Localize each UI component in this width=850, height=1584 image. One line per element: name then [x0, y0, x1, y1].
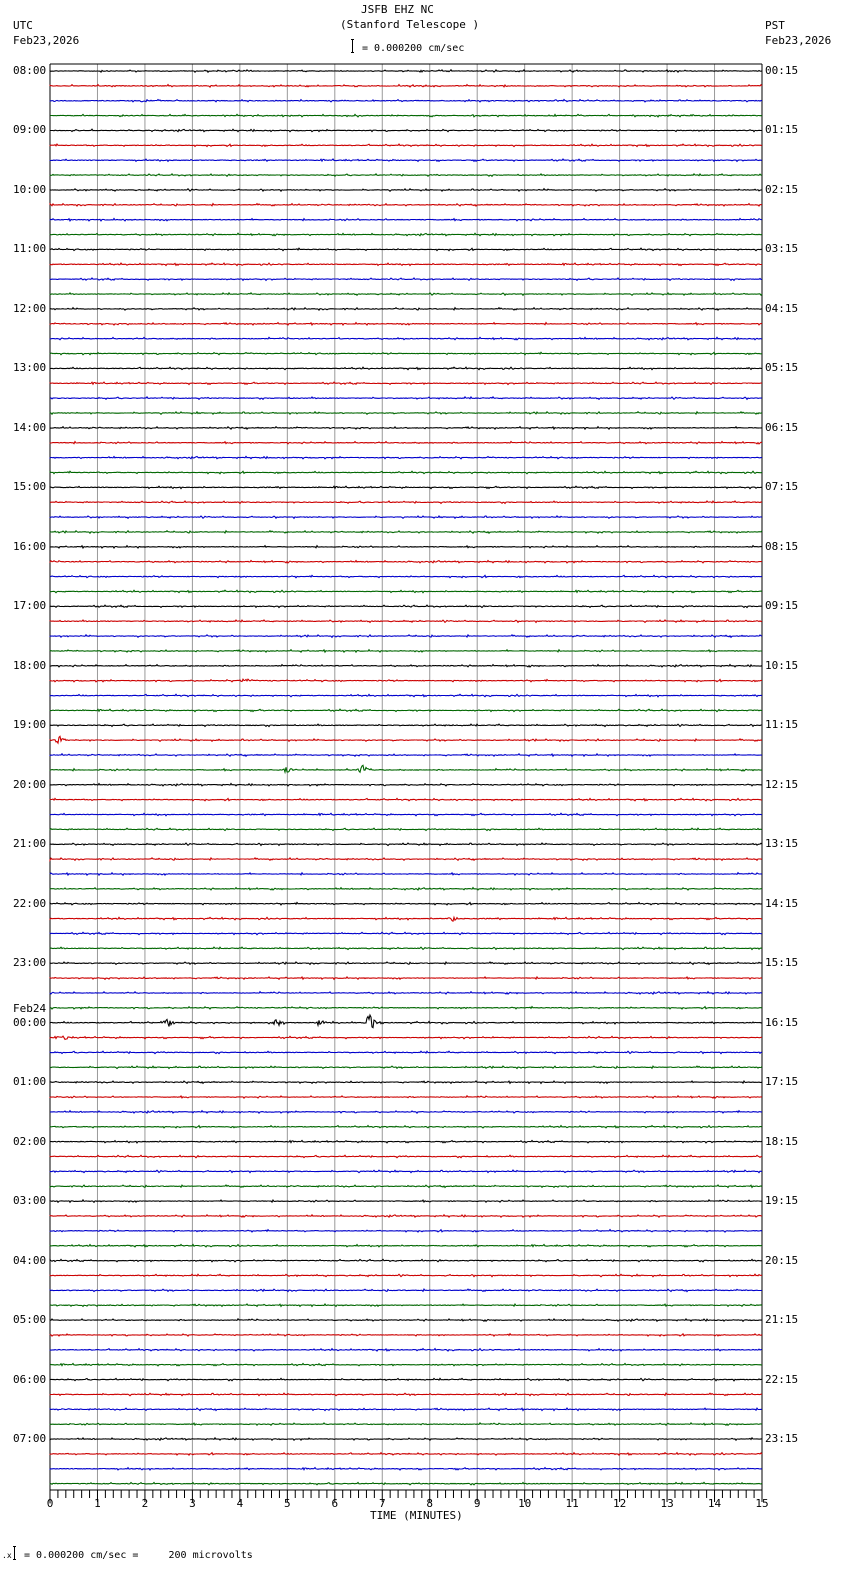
- utc-hour-label: 04:00: [13, 1253, 47, 1267]
- pst-hour-label: 12:15: [765, 777, 799, 791]
- seismic-trace: [50, 100, 762, 102]
- seismic-trace: [50, 1423, 762, 1425]
- utc-hour-label: 21:00: [13, 837, 47, 851]
- seismic-trace: [50, 709, 762, 711]
- x-tick-label: 3: [189, 1497, 196, 1510]
- seismic-trace: [50, 694, 762, 697]
- pst-hour-label: 01:15: [765, 123, 799, 137]
- utc-hour-label: 08:00: [13, 64, 47, 77]
- seismic-trace: [50, 992, 762, 994]
- seismic-trace: [50, 189, 762, 192]
- x-tick-label: 9: [473, 1497, 481, 1510]
- pst-hour-label: 05:15: [765, 361, 799, 375]
- x-tick-label: 12: [613, 1497, 627, 1510]
- utc-hour-label: 02:00: [13, 1134, 47, 1148]
- seismic-trace: [50, 813, 762, 815]
- utc-hour-label: 12:00: [13, 301, 47, 315]
- seismic-trace: [50, 382, 762, 384]
- seismic-trace: [50, 1111, 762, 1113]
- seismic-trace: [50, 471, 762, 473]
- pst-hour-label: 15:15: [765, 956, 799, 970]
- seismic-trace: [50, 1015, 762, 1028]
- seismic-trace: [50, 561, 762, 563]
- seismic-trace: [50, 397, 762, 399]
- x-tick-label: 8: [426, 1497, 434, 1510]
- seismic-trace: [50, 754, 762, 756]
- seismic-trace: [50, 1468, 762, 1470]
- seismic-trace: [50, 1081, 762, 1083]
- seismic-trace: [50, 263, 762, 265]
- x-tick-label: 10: [518, 1497, 532, 1510]
- utc-hour-label: 20:00: [13, 777, 47, 791]
- date-change-label: Feb24: [13, 1001, 47, 1015]
- seismic-trace: [50, 575, 762, 577]
- utc-hour-label: 09:00: [13, 123, 47, 137]
- seismic-trace: [50, 1453, 762, 1455]
- seismic-trace: [50, 293, 762, 296]
- seismic-trace: [50, 1215, 762, 1217]
- seismic-trace: [50, 204, 762, 207]
- x-tick-label: 6: [331, 1497, 339, 1510]
- seismic-trace: [50, 323, 762, 325]
- seismic-trace: [50, 352, 762, 354]
- pst-hour-label: 21:15: [765, 1313, 799, 1327]
- seismic-trace: [50, 903, 762, 905]
- seismic-trace: [50, 1245, 762, 1247]
- seismic-trace: [50, 1007, 762, 1009]
- seismic-trace: [50, 858, 762, 860]
- utc-hour-label: 14:00: [13, 420, 47, 434]
- x-tick-label: 7: [378, 1497, 386, 1510]
- pst-hour-label: 18:15: [765, 1134, 799, 1148]
- station-title: JSFB EHZ NC: [361, 3, 434, 16]
- pst-hour-label: 08:15: [765, 539, 799, 553]
- pst-hour-label: 13:15: [765, 837, 799, 851]
- x-tick-label: 4: [236, 1497, 244, 1510]
- utc-hour-label: 01:00: [13, 1075, 47, 1089]
- seismic-trace: [50, 1141, 762, 1143]
- seismic-trace: [50, 635, 762, 638]
- scale-label: = 0.000200 cm/sec: [362, 43, 465, 54]
- pst-hour-label: 02:15: [765, 182, 799, 196]
- pst-hour-label: 23:15: [765, 1432, 799, 1446]
- utc-hour-label: 13:00: [13, 361, 47, 375]
- seismic-trace: [50, 144, 762, 147]
- seismic-trace: [50, 129, 762, 132]
- seismic-trace: [50, 1319, 762, 1322]
- seismic-trace: [50, 620, 762, 622]
- utc-hour-label: 16:00: [13, 539, 47, 553]
- footer-scale-label: = 0.000200 cm/sec = 200 microvolts: [24, 1550, 253, 1561]
- seismic-trace: [50, 412, 762, 414]
- seismic-trace: [50, 1289, 762, 1292]
- seismic-trace: [50, 85, 762, 88]
- x-axis-label: TIME (MINUTES): [370, 1509, 463, 1522]
- pst-hour-label: 07:15: [765, 480, 799, 494]
- utc-hour-label: 10:00: [13, 182, 47, 196]
- seismic-trace: [50, 605, 762, 607]
- pst-hour-label: 09:15: [765, 599, 799, 613]
- seismic-trace: [50, 486, 762, 488]
- seismic-trace: [50, 1051, 762, 1053]
- utc-hour-label: 00:00: [13, 1015, 47, 1029]
- pst-hour-label: 14:15: [765, 896, 799, 910]
- seismic-trace: [50, 1259, 762, 1261]
- seismic-trace: [50, 665, 762, 667]
- utc-hour-label: 07:00: [13, 1432, 47, 1446]
- seismic-trace: [50, 219, 762, 221]
- seismic-trace: [50, 427, 762, 429]
- pst-hour-label: 06:15: [765, 420, 799, 434]
- seismic-trace: [50, 1096, 762, 1098]
- seismic-trace: [50, 765, 762, 772]
- x-tick-label: 15: [755, 1497, 769, 1510]
- seismic-trace: [50, 1304, 762, 1306]
- seismic-trace: [50, 233, 762, 235]
- utc-hour-label: 15:00: [13, 480, 47, 494]
- right-timezone: PST: [765, 19, 785, 32]
- utc-hour-label: 05:00: [13, 1313, 47, 1327]
- seismic-trace: [50, 917, 762, 921]
- pst-hour-label: 04:15: [765, 301, 799, 315]
- utc-hour-label: 23:00: [13, 956, 47, 970]
- seismic-trace: [50, 159, 762, 161]
- pst-hour-label: 20:15: [765, 1253, 799, 1267]
- utc-hour-label: 06:00: [13, 1372, 47, 1386]
- seismic-trace: [50, 1036, 762, 1039]
- seismic-trace: [50, 888, 762, 890]
- x-tick-label: 0: [46, 1497, 54, 1510]
- seismic-trace: [50, 546, 762, 548]
- seismic-trace: [50, 784, 762, 786]
- utc-hour-label: 03:00: [13, 1194, 47, 1208]
- x-tick-label: 13: [660, 1497, 674, 1510]
- seismic-trace: [50, 650, 762, 652]
- seismic-trace: [50, 828, 762, 830]
- seismic-trace: [50, 70, 762, 72]
- pst-hour-label: 17:15: [765, 1075, 799, 1089]
- seismic-trace: [50, 932, 762, 934]
- seismic-trace: [50, 1230, 762, 1233]
- seismic-trace: [50, 962, 762, 964]
- seismic-trace: [50, 456, 762, 458]
- seismic-trace: [50, 516, 762, 518]
- seismic-trace: [50, 278, 762, 280]
- x-tick-label: 1: [94, 1497, 101, 1510]
- seismic-trace: [50, 1066, 762, 1068]
- left-date: Feb23,2026: [13, 34, 80, 47]
- x-tick-label: 14: [707, 1497, 722, 1510]
- seismic-trace: [50, 977, 762, 979]
- footer-mark: .x: [2, 1551, 12, 1560]
- seismic-trace: [50, 308, 762, 310]
- right-date: Feb23,2026: [765, 34, 832, 47]
- pst-hour-label: 03:15: [765, 242, 799, 256]
- seismic-trace: [50, 1349, 762, 1351]
- seismic-trace: [50, 1170, 762, 1173]
- seismic-trace: [50, 843, 762, 846]
- seismic-trace: [50, 798, 762, 800]
- seismic-trace: [50, 1364, 762, 1366]
- utc-hour-label: 17:00: [13, 599, 47, 613]
- station-subtitle: (Stanford Telescope ): [340, 18, 480, 31]
- seismic-trace: [50, 1393, 762, 1396]
- seismic-trace: [50, 1334, 762, 1336]
- utc-hour-label: 11:00: [13, 242, 47, 256]
- seismic-trace: [50, 337, 762, 339]
- seismic-trace: [50, 501, 762, 503]
- utc-hour-label: 18:00: [13, 658, 47, 672]
- seismic-trace: [50, 873, 762, 876]
- seismic-trace: [50, 590, 762, 593]
- left-timezone: UTC: [13, 19, 33, 32]
- seismic-trace: [50, 367, 762, 369]
- pst-hour-label: 11:15: [765, 718, 799, 732]
- utc-hour-label: 22:00: [13, 896, 47, 910]
- seismic-trace: [50, 1126, 762, 1129]
- x-tick-label: 5: [284, 1497, 291, 1510]
- seismic-trace: [50, 679, 762, 682]
- pst-hour-label: 19:15: [765, 1194, 799, 1208]
- pst-hour-label: 00:15: [765, 64, 799, 77]
- seismic-trace: [50, 1438, 762, 1440]
- seismic-trace: [50, 531, 762, 534]
- pst-hour-label: 10:15: [765, 658, 799, 672]
- x-tick-label: 11: [565, 1497, 579, 1510]
- seismic-trace: [50, 947, 762, 950]
- footer-scale-bar-icon: [13, 1546, 16, 1560]
- seismic-trace: [50, 1200, 762, 1202]
- seismic-trace: [50, 1185, 762, 1188]
- seismic-trace: [50, 1482, 762, 1484]
- seismic-trace: [50, 248, 762, 250]
- x-tick-label: 2: [141, 1497, 149, 1510]
- seismic-trace: [50, 724, 762, 726]
- seismic-trace: [50, 1408, 762, 1410]
- seismic-trace: [50, 114, 762, 117]
- seismic-trace: [50, 1274, 762, 1277]
- seismic-trace: [50, 174, 762, 176]
- seismic-trace: [50, 736, 762, 743]
- seismic-trace: [50, 1378, 762, 1380]
- seismic-trace: [50, 442, 762, 444]
- pst-hour-label: 22:15: [765, 1372, 799, 1386]
- utc-hour-label: 19:00: [13, 718, 47, 732]
- pst-hour-label: 16:15: [765, 1015, 799, 1029]
- seismic-trace: [50, 1155, 762, 1157]
